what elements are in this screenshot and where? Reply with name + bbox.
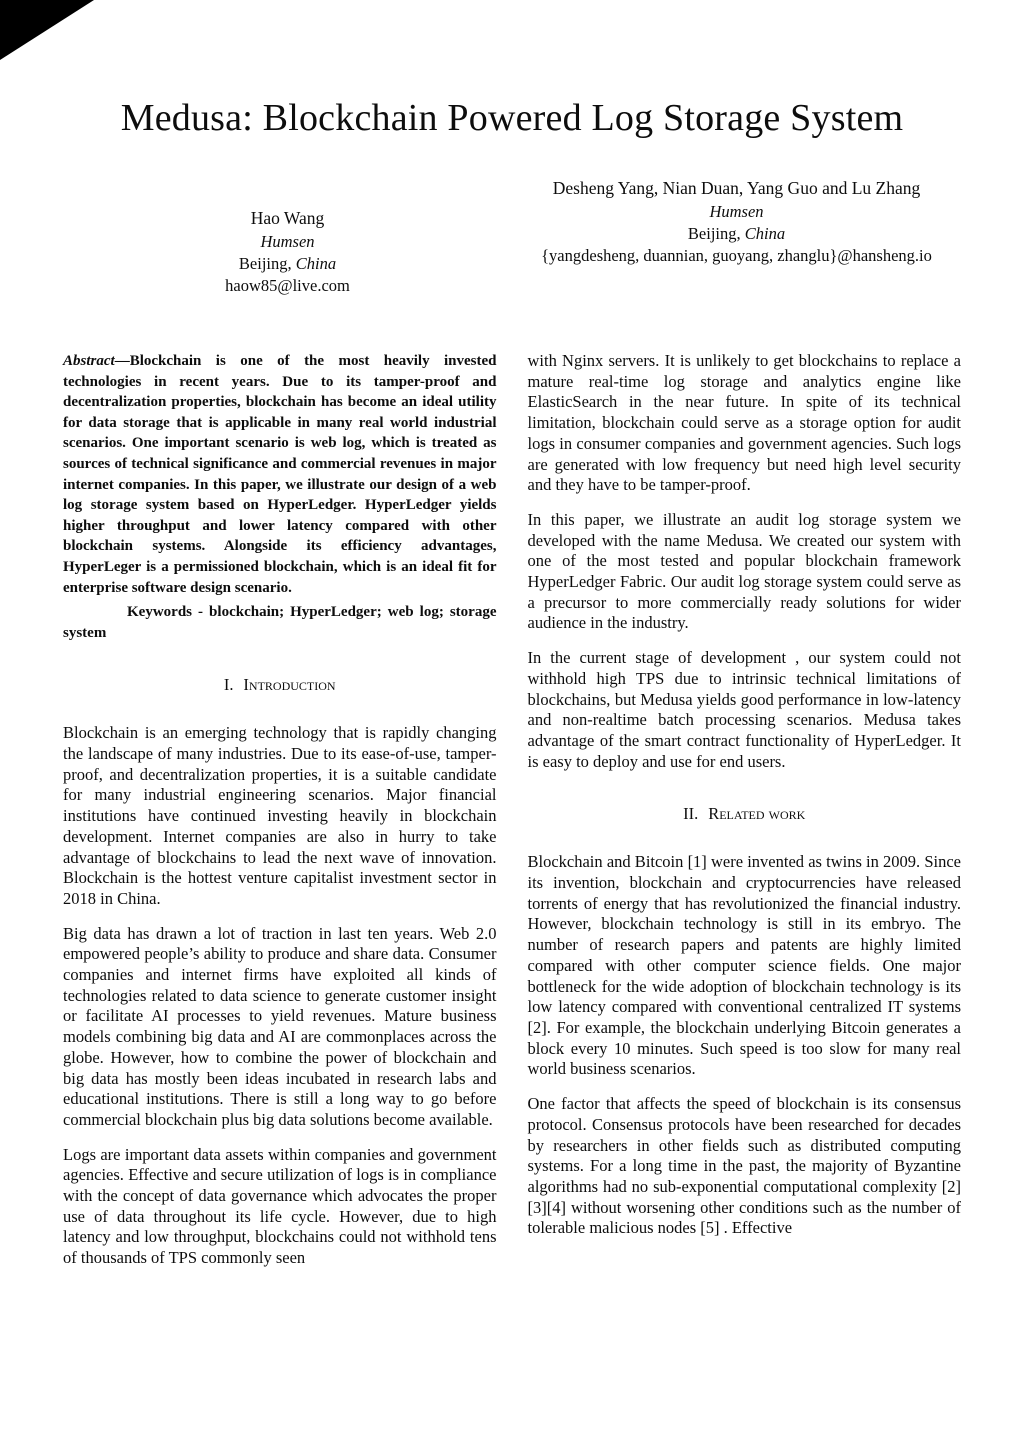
author-name: Hao Wang [250,208,325,228]
authors-row [0,176,1024,297]
author-country: China [744,224,786,243]
author-city: Beijing, [238,254,296,273]
left-column [63,351,497,1269]
author-location [512,223,961,245]
right-column [528,351,962,1269]
author-email: haow85@live.com [225,276,350,295]
paragraph-related-1: Blockchain and Bitcoin [1] were invented as twins in 2009. Since its invention, blockchain and cryptocurrencies have released torrents of energy that has revolutionized the financial industry. However, blockchain technology is still in its embryo. The number of research papers and patents are highly limited compared with other computer science fields. One major bottleneck for the wide adoption of blockchain technology is its low latency compared with conventional centralized IT systems [2]. For example, the blockchain underlying Bitcoin generates a block every 10 minutes. Such speed is too slow for many real world business scenarios. [527,852,961,1079]
paper-title: Medusa: Blockchain Powered Log Storage System [120,97,904,139]
author-block-desheng-yang-et-al [512,176,961,267]
paragraph-intro-5: In this paper, we illustrate an audit log storage system we developed with the name Medusa. We created our system with one of the most tested and popular blockchain framework HyperLedger Fabric. Our audit log storage system could serve as a precursor to more commercially ready solutions for wider audience in the industry. [527,509,961,633]
paragraph-intro-2: Big data has drawn a lot of traction in last ten years. Web 2.0 empowered people’s ability to produce and share data. Consumer companies and internet firms have exploited all kinds of technologies related to data science to generate customer insight or facilitate AI processes to yield revenues. Mature business models combining big data and AI are commonplaces across the globe. However, how to combine the power of blockchain and big data has mostly been ideas incubated in research labs and educational institutions. There is still a long way to go before commercial blockchain plus big data solutions become available. [63,923,497,1129]
section-number: I. [223,675,234,695]
author-email: {yangdesheng, duannian, guoyang, zhanglu}@hansheng.io [541,246,932,265]
author-block-hao-wang [63,176,512,297]
scan-corner-artifact [0,0,94,60]
paragraph-related-2: One factor that affects the speed of blockchain is its consensus protocol. Consensus protocols have been researched for decades by researchers in other fields such as distributed computing systems. For a long time in the past, the majority of Byzantine algorithms had no sub-exponential computational complexity [2][3][4] without worsening other conditions such as the number of tolerable malicious nodes [5] . Effective [527,1094,961,1238]
author-name: Desheng Yang, Nian Duan, Yang Guo and Lu Zhang [552,178,921,198]
section-title: Introduction [243,675,336,695]
author-affiliation: Humsen [709,202,764,221]
author-country: China [295,254,337,273]
author-affiliation: Humsen [260,232,315,251]
abstract-paragraph [63,351,497,598]
paragraph-intro-3: Logs are important data assets within companies and government agencies. Effective and secure utilization of logs is in compliance with the concept of data governance which advocates the proper use of data throughout its life cycle. However, due to high latency and low throughput, blockchains could not withhold tens of thousands of TPS commonly seen [63,1144,497,1268]
paragraph-intro-6: In the current stage of development , our system could not withhold high TPS due to intrinsic technical limitations of blockchains, but Medusa yields good performance in low-latency and non-realtime batch processing scenarios. Medusa takes advantage of the smart contract functionality of HyperLedger. It is easy to deploy and use for end users. [527,648,961,771]
paragraph-intro-1: Blockchain is an emerging technology that is rapidly changing the landscape of many industries. Due to its ease-of-use, tamper-proof, and decentralization properties, it is a suitable candidate for many industrial engineering scenarios. Major financial institutions have continued investing heavily in blockchain development. Internet companies are also in hurry to take advantage of blockchains to lead the next wave of innovation. Blockchain is the hottest venture capitalist investment sector in 2018 in China. [63,723,497,908]
section-title: Related work [708,804,806,824]
abstract-label: Abstract [63,353,115,369]
section-heading-introduction [63,675,497,695]
keywords-paragraph: Keywords - blockchain; HyperLedger; web log; storage system [63,604,497,641]
section-number: II. [683,804,699,824]
author-city: Beijing, [687,224,745,243]
abstract-text: —Blockchain is one of the most heavily invested technologies in recent years. Due to its tamper-proof and decentralization properties, blockchain has become an ideal utility for data storage that is applicable in many real world industrial scenarios. One important scenario is web log, which is treated as sources of technical significance and commercial revenues in major internet companies. In this paper, we illustrate our design of a web log storage system based on HyperLedger. HyperLedger yields higher throughput and lower latency compared with other blockchain systems. Alongside its efficiency advantages, HyperLeger is a permissioned blockchain, which is an ideal fit for enterprise software design scenario. [63,353,497,596]
section-heading-related-work [528,804,962,824]
paragraph-intro-4: with Nginx servers. It is unlikely to get blockchains to replace a mature real-time log storage and analytics engine like ElasticSearch in the near future. In spite of its technical limitation, blockchain could serve as a storage option for audit logs in consumer companies and government agencies. Such logs are generated with low frequency but need high level security and they have to be tamper-proof. [527,351,961,495]
author-location [63,253,512,275]
body-columns [0,351,1024,1269]
